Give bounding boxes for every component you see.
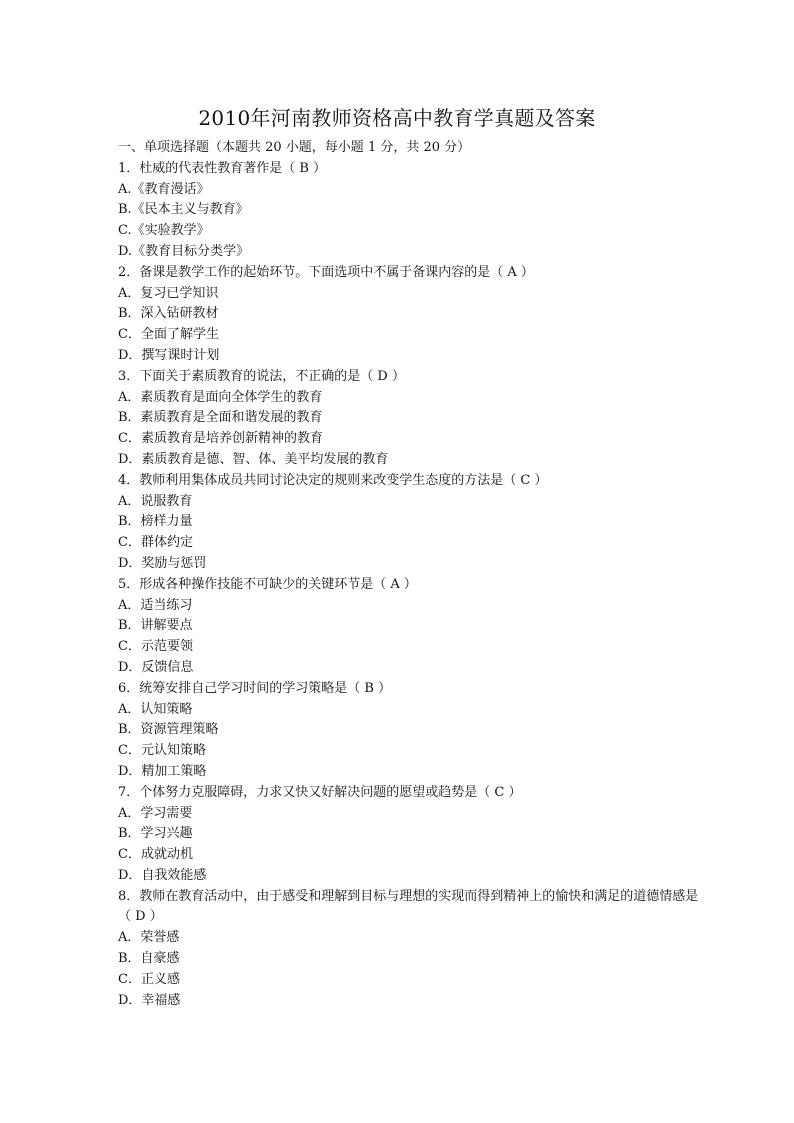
option-d: D．反馈信息 bbox=[118, 659, 194, 675]
option-b: B．学习兴趣 bbox=[118, 826, 193, 842]
option-b: B．资源管理策略 bbox=[118, 722, 219, 738]
option-b: B．深入钻研教材 bbox=[118, 306, 219, 322]
question-stem: 6．统筹安排自己学习时间的学习策略是（ B ） bbox=[118, 680, 392, 696]
option-c: C．示范要领 bbox=[118, 639, 193, 655]
option-c: C．正义感 bbox=[118, 971, 180, 987]
question-stem: 1．杜威的代表性教育著作是（ B ） bbox=[118, 160, 327, 176]
option-d: D．精加工策略 bbox=[118, 763, 207, 779]
question-stem: 5．形成各种操作技能不可缺少的关键环节是（ A ） bbox=[118, 576, 417, 592]
question-stem: 7．个体努力克服障碍，力求又快又好解决问题的愿望或趋势是（ C ） bbox=[118, 784, 522, 800]
option-b: B．榜样力量 bbox=[118, 514, 193, 530]
option-a: A．素质教育是面向全体学生的教育 bbox=[118, 389, 323, 405]
option-d: D．幸福感 bbox=[118, 992, 181, 1008]
option-c: C．成就动机 bbox=[118, 847, 193, 863]
question-stem: 3．下面关于素质教育的说法，不正确的是（ D ） bbox=[118, 368, 405, 384]
option-b: B．自豪感 bbox=[118, 951, 180, 967]
option-a: A.《教育漫话》 bbox=[118, 181, 210, 197]
question-1 bbox=[118, 159, 708, 263]
option-a: A．学习需要 bbox=[118, 805, 193, 821]
option-b: B．素质教育是全面和谐发展的教育 bbox=[118, 410, 323, 426]
question-stem: 8．教师在教育活动中，由于感受和理解到目标与理想的实现而得到精神上的愉快和满足的道德情感是（ D ） bbox=[118, 888, 699, 925]
option-d: D．撰写课时计划 bbox=[118, 347, 220, 363]
option-a: A．荣誉感 bbox=[118, 930, 180, 946]
option-c: C．群体约定 bbox=[118, 535, 193, 551]
option-d: D．奖励与惩罚 bbox=[118, 555, 207, 571]
question-5 bbox=[118, 575, 708, 679]
option-a: A．说服教育 bbox=[118, 493, 193, 509]
option-b: B.《民本主义与教育》 bbox=[118, 202, 249, 218]
question-stem: 4．教师利用集体成员共同讨论决定的规则来改变学生态度的方法是（ C ） bbox=[118, 472, 548, 488]
option-a: A．复习已学知识 bbox=[118, 285, 219, 301]
option-a: A．适当练习 bbox=[118, 597, 193, 613]
option-d: D.《教育目标分类学》 bbox=[118, 243, 250, 259]
document-title: 2010年河南教师资格高中教育学真题及答案 bbox=[198, 106, 596, 130]
option-c: C．素质教育是培养创新精神的教育 bbox=[118, 431, 323, 447]
option-b: B．讲解要点 bbox=[118, 618, 193, 634]
question-6 bbox=[118, 679, 708, 783]
question-3 bbox=[118, 367, 708, 471]
section-header: 一、单项选择题（本题共 20 小题，每小题 1 分，共 20 分） bbox=[118, 140, 471, 155]
option-c: C.《实验教学》 bbox=[118, 223, 210, 239]
option-d: D．自我效能感 bbox=[118, 867, 207, 883]
question-4 bbox=[118, 471, 708, 575]
question-7 bbox=[118, 783, 708, 887]
option-c: C．全面了解学生 bbox=[118, 327, 219, 343]
question-2 bbox=[118, 263, 708, 367]
option-c: C．元认知策略 bbox=[118, 743, 206, 759]
option-d: D．素质教育是德、智、体、美平均发展的教育 bbox=[118, 451, 389, 467]
question-stem: 2．备课是教学工作的起始环节。下面选项中不属于备课内容的是（ A ） bbox=[118, 264, 534, 280]
option-a: A．认知策略 bbox=[118, 701, 193, 717]
question-8 bbox=[118, 887, 708, 1012]
question-list bbox=[118, 138, 708, 1011]
